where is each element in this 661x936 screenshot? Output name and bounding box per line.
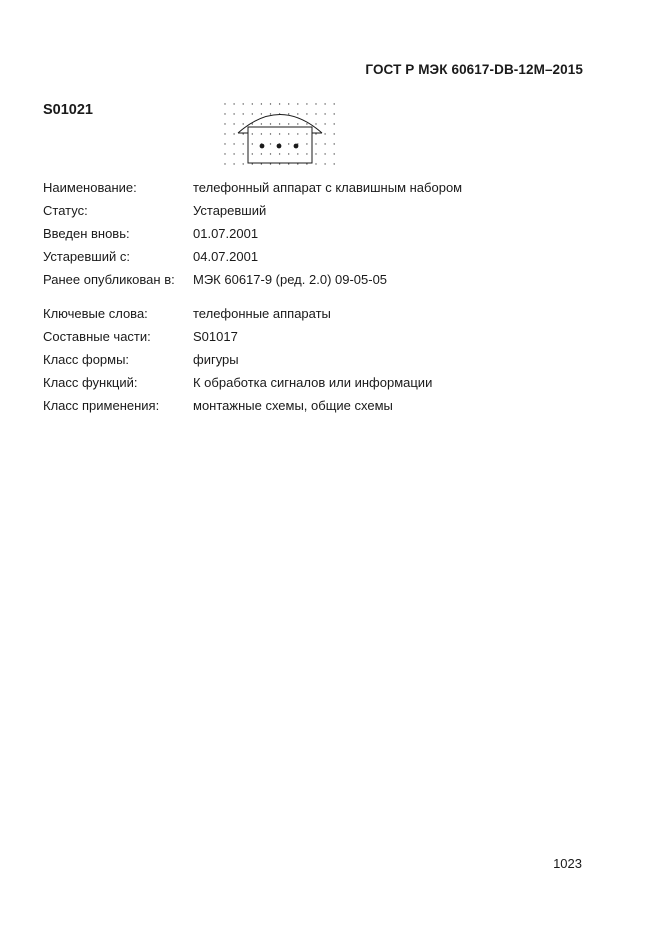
grid-dot — [243, 153, 244, 154]
grid-dot — [297, 163, 298, 164]
grid-dot — [297, 153, 298, 154]
grid-dot — [306, 133, 307, 134]
grid-dot — [288, 163, 289, 164]
grid-dot — [288, 153, 289, 154]
grid-dot — [306, 153, 307, 154]
grid-dot — [334, 113, 335, 114]
grid-dot — [288, 123, 289, 124]
field-label: Устаревший с: — [43, 249, 130, 264]
grid-dot — [306, 143, 307, 144]
grid-dot — [334, 103, 335, 104]
grid-dot — [233, 143, 234, 144]
page-number: 1023 — [553, 856, 582, 871]
grid-dot — [270, 123, 271, 124]
grid-dot — [279, 133, 280, 134]
field-label: Составные части: — [43, 329, 151, 344]
grid-dot — [243, 143, 244, 144]
grid-dot — [233, 103, 234, 104]
grid-dot — [315, 123, 316, 124]
grid-dot — [261, 103, 262, 104]
grid-dot — [279, 153, 280, 154]
grid-dot — [279, 103, 280, 104]
field-value: МЭК 60617-9 (ред. 2.0) 09-05-05 — [193, 272, 388, 287]
grid-dot — [233, 123, 234, 124]
field-obsolete-since — [43, 245, 462, 268]
symbol-attributes — [43, 176, 462, 417]
grid-dot — [224, 103, 225, 104]
grid-dot — [224, 163, 225, 164]
field-label: Ключевые слова: — [43, 306, 148, 321]
field-value: монтажные схемы, общие схемы — [193, 398, 393, 413]
attributes-group-2 — [43, 302, 462, 417]
grid-dot — [324, 153, 325, 154]
grid-dot — [279, 123, 280, 124]
grid-dot — [224, 113, 225, 114]
field-status — [43, 199, 462, 222]
grid-dot — [243, 103, 244, 104]
grid-dot — [252, 123, 253, 124]
grid-dot — [261, 163, 262, 164]
grid-dot — [270, 103, 271, 104]
grid-dot — [252, 133, 253, 134]
grid-dot — [243, 133, 244, 134]
grid-dot — [233, 113, 234, 114]
symbol-id: S01021 — [43, 102, 93, 118]
field-label: Класс функций: — [43, 375, 138, 390]
grid-dot — [315, 103, 316, 104]
grid-dot — [224, 153, 225, 154]
grid-dot — [224, 143, 225, 144]
grid-dot — [334, 143, 335, 144]
grid-dot — [261, 133, 262, 134]
attributes-group-1 — [43, 176, 462, 291]
grid-dot — [324, 143, 325, 144]
field-name — [43, 176, 462, 199]
grid-dot — [243, 123, 244, 124]
grid-dot — [288, 113, 289, 114]
grid-dot — [324, 163, 325, 164]
grid-dots — [224, 103, 335, 164]
grid-dot — [233, 163, 234, 164]
grid-dot — [324, 123, 325, 124]
field-previously-published — [43, 268, 462, 291]
field-shape-class — [43, 348, 462, 371]
grid-dot — [315, 153, 316, 154]
grid-dot — [270, 153, 271, 154]
group-spacer — [43, 291, 462, 302]
field-label: Наименование: — [43, 180, 137, 195]
key-dot — [277, 144, 282, 149]
grid-dot — [306, 103, 307, 104]
field-application-class — [43, 394, 462, 417]
grid-dot — [306, 163, 307, 164]
grid-dot — [306, 113, 307, 114]
key-dot — [294, 144, 299, 149]
grid-dot — [306, 123, 307, 124]
grid-dot — [315, 163, 316, 164]
grid-dot — [297, 133, 298, 134]
grid-dot — [334, 163, 335, 164]
grid-dot — [261, 123, 262, 124]
field-keywords — [43, 302, 462, 325]
grid-dot — [243, 163, 244, 164]
field-value: К обработка сигналов или информации — [193, 375, 433, 390]
grid-dot — [279, 163, 280, 164]
field-value: 04.07.2001 — [193, 249, 259, 264]
grid-dot — [334, 123, 335, 124]
field-function-class — [43, 371, 462, 394]
grid-dot — [324, 113, 325, 114]
grid-dot — [224, 133, 225, 134]
telephone-symbol-figure — [220, 98, 340, 170]
grid-dot — [315, 133, 316, 134]
keypad-dots — [260, 144, 299, 149]
grid-dot — [270, 113, 271, 114]
field-label: Класс применения: — [43, 398, 160, 413]
grid-dot — [261, 153, 262, 154]
field-label: Статус: — [43, 203, 88, 218]
grid-dot — [288, 133, 289, 134]
field-label: Класс формы: — [43, 352, 130, 367]
grid-dot — [297, 113, 298, 114]
grid-dot — [252, 153, 253, 154]
field-value: 01.07.2001 — [193, 226, 259, 241]
grid-dot — [315, 143, 316, 144]
grid-dot — [334, 133, 335, 134]
grid-dot — [252, 113, 253, 114]
grid-dot — [288, 143, 289, 144]
field-value: телефонные аппараты — [193, 306, 331, 321]
grid-dot — [324, 103, 325, 104]
grid-dot — [270, 163, 271, 164]
grid-dot — [233, 153, 234, 154]
grid-dot — [252, 163, 253, 164]
key-dot — [260, 144, 265, 149]
grid-dot — [243, 113, 244, 114]
field-value: S01017 — [193, 329, 238, 344]
telephone-keypad-symbol — [238, 115, 322, 164]
grid-dot — [224, 123, 225, 124]
field-introduced — [43, 222, 462, 245]
grid-dot — [315, 113, 316, 114]
field-label: Введен вновь: — [43, 226, 130, 241]
grid-dot — [270, 133, 271, 134]
grid-dot — [297, 123, 298, 124]
field-value: Устаревший — [193, 203, 267, 218]
grid-dot — [297, 103, 298, 104]
grid-dot — [233, 133, 234, 134]
grid-dot — [334, 153, 335, 154]
grid-dot — [261, 113, 262, 114]
field-value: фигуры — [193, 352, 239, 367]
grid-dot — [288, 103, 289, 104]
grid-dot — [252, 103, 253, 104]
field-components — [43, 325, 462, 348]
field-label: Ранее опубликован в: — [43, 272, 175, 287]
document-code-header: ГОСТ Р МЭК 60617-DB-12M–2015 — [365, 62, 583, 77]
grid-dot — [270, 143, 271, 144]
grid-dot — [324, 133, 325, 134]
field-value: телефонный аппарат с клавишным набором — [193, 180, 463, 195]
grid-dot — [252, 143, 253, 144]
